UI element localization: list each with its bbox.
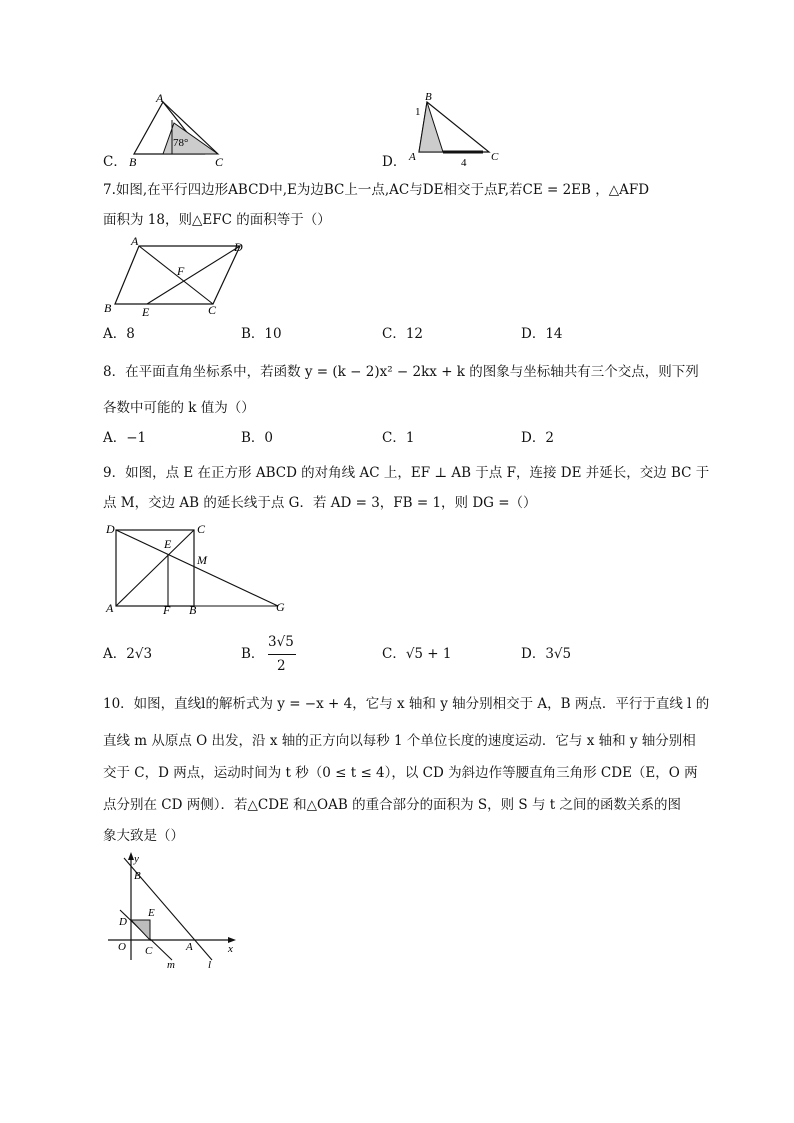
label-a: A: [186, 941, 193, 953]
q9-option-d[interactable]: D．3√5: [521, 646, 572, 662]
q10-text-line1: 10．如图，直线l的解析式为 y = −x + 4，它与 x 轴和 y 轴分别相交于 A，B 两点．平行于直线 l 的: [103, 696, 710, 712]
label-a: A: [106, 601, 114, 615]
label-o: O: [118, 941, 126, 953]
label-4: 4: [461, 157, 467, 169]
q8-option-c[interactable]: C．1: [382, 430, 415, 446]
label-g: G: [276, 600, 285, 614]
q6-figure-d: [405, 90, 510, 170]
q10-text-line5: 象大致是（）: [103, 828, 184, 844]
q9-text-line2: 点 M，交边 AB 的延长线于点 G．若 AD = 3，FB = 1，则 DG =（）: [103, 495, 537, 511]
option-b-prefix: B．: [241, 646, 265, 662]
q9-option-c[interactable]: C．√5 + 1: [382, 646, 452, 662]
q7-text-line2: 面积为 18，则△EFC 的面积等于（）: [103, 212, 331, 228]
label-f: F: [177, 264, 185, 278]
label-d: D: [119, 916, 127, 928]
option-b-numerator: 3√5: [268, 634, 294, 650]
label-y: y: [134, 853, 139, 865]
label-l: l: [208, 959, 212, 971]
option-b-denominator: 2: [277, 658, 286, 674]
q8-text-line2: 各数中可能的 k 值为（）: [103, 400, 255, 416]
q9-option-a[interactable]: A．2√3: [103, 646, 153, 662]
label-a: A: [131, 236, 139, 248]
label-d: D: [234, 240, 243, 254]
label-b: B: [134, 870, 141, 882]
label-b: B: [104, 301, 112, 315]
label-c: C: [145, 945, 153, 957]
label-b: B: [425, 91, 432, 103]
q7-option-c[interactable]: C．12: [382, 326, 424, 342]
q7-option-a[interactable]: A．8: [103, 326, 135, 342]
label-e: E: [148, 907, 155, 919]
q6-option-c-label: C．: [103, 154, 127, 170]
q7-parallelogram-figure: [100, 236, 260, 321]
label-f: F: [163, 603, 171, 617]
q6-figure-c: [120, 90, 230, 170]
q9-square-figure: [100, 518, 300, 618]
label-c: C: [491, 151, 499, 163]
q7-option-b[interactable]: B．10: [241, 326, 282, 342]
q6-option-d-label: D．: [382, 154, 407, 170]
q8-text-line1: 8．在平面直角坐标系中，若函数 y = (k − 2)x² − 2kx + k 的图象与坐标轴共有三个交点，则下列: [103, 364, 699, 380]
label-x: x: [228, 943, 233, 955]
label-a: A: [409, 151, 416, 163]
q10-text-line4: 点分别在 CD 两侧）．若△CDE 和△OAB 的重合部分的面积为 S，则 S 与 t 之间的函数关系的图: [103, 797, 681, 813]
label-b: B: [189, 603, 197, 617]
q7-option-d[interactable]: D．14: [521, 326, 563, 342]
label-c: C: [208, 303, 217, 317]
label-e: E: [142, 305, 150, 319]
label-d: D: [106, 522, 115, 536]
q7-text-line1: 7.如图,在平行四边形ABCD中,E为边BC上一点,AC与DE相交于点F,若CE = 2EB ，△AFD: [103, 182, 650, 198]
q8-option-a[interactable]: A．−1: [103, 430, 147, 446]
q10-coordinate-figure: [100, 852, 250, 972]
q10-text-line2: 直线 m 从原点 O 出发，沿 x 轴的正方向以每秒 1 个单位长度的速度运动．它与 x 轴和 y 轴分别相: [103, 733, 696, 749]
q8-option-b[interactable]: B．0: [241, 430, 274, 446]
q10-text-line3: 交于 C，D 两点，运动时间为 t 秒（0 ≤ t ≤ 4），以 CD 为斜边作等腰直角三角形 CDE（E，O 两: [103, 765, 698, 781]
label-c: C: [215, 155, 224, 169]
angle-78: 78°: [173, 137, 189, 149]
label-e: E: [164, 537, 172, 551]
label-b: B: [129, 155, 137, 169]
label-c: C: [197, 522, 206, 536]
label-a: A: [156, 91, 164, 105]
label-m: m: [167, 959, 175, 971]
q9-text-line1: 9．如图，点 E 在正方形 ABCD 的对角线 AC 上，EF ⊥ AB 于点 F，连接 DE 并延长，交边 BC 于: [103, 465, 710, 481]
label-m: M: [197, 553, 207, 567]
label-1: 1: [415, 106, 421, 118]
fraction-bar: [268, 654, 296, 655]
q8-option-d[interactable]: D．2: [521, 430, 554, 446]
